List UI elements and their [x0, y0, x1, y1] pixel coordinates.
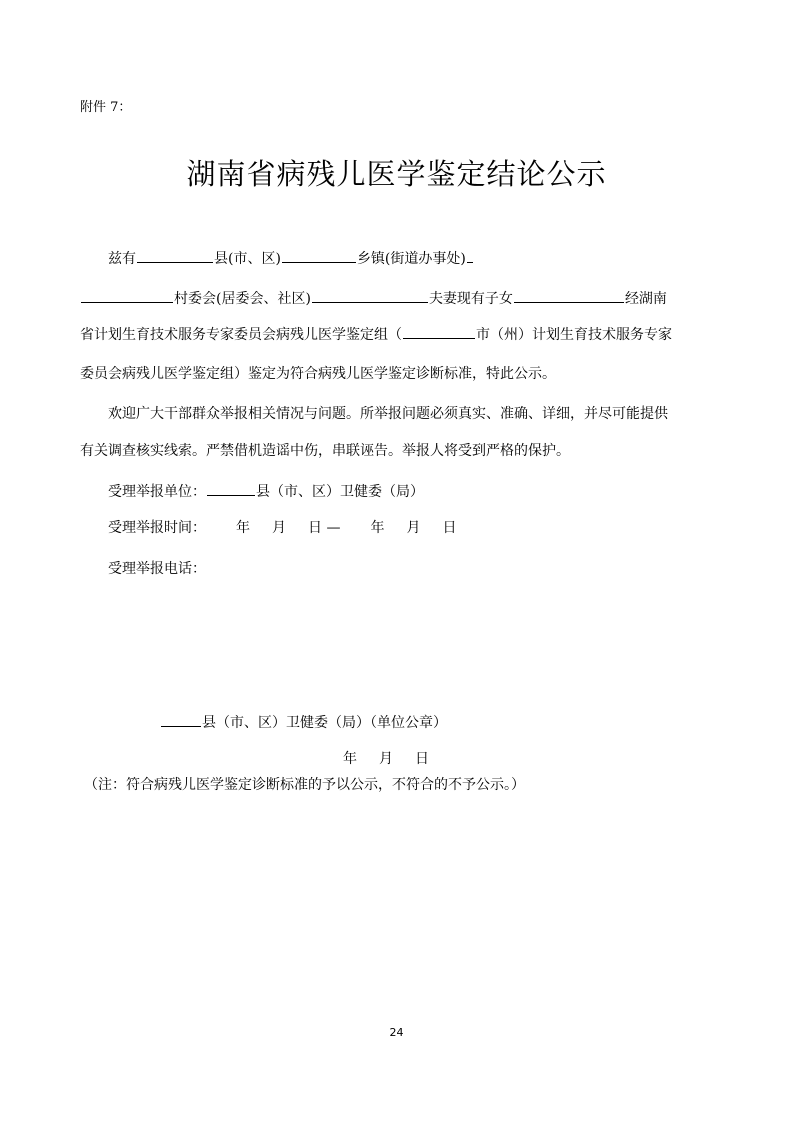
body-line-4: 委员会病残儿医学鉴定组）鉴定为符合病残儿医学鉴定诊断标准，特此公示。 — [80, 366, 556, 382]
body-line-1 — [108, 248, 474, 269]
body-line-3 — [80, 324, 672, 345]
start-year-label: 年 — [236, 520, 250, 536]
attachment-label: 附件 7： — [80, 100, 132, 115]
seal-year-label: 年 — [343, 751, 357, 767]
start-month-label: 月 — [272, 520, 286, 536]
text-city-committee: 市（州）计划生育技术服务专家 — [476, 327, 672, 343]
end-month-label: 月 — [406, 520, 421, 536]
text-county-label: 县(市、区) — [214, 251, 281, 267]
blank-children[interactable] — [514, 288, 624, 303]
blank-report-unit[interactable] — [207, 481, 255, 496]
text-township-label: 乡镇(街道办事处) — [356, 251, 466, 267]
report-paragraph-line-2: 有关调查核实线索。严禁借机造谣中伤，串联诬告。举报人将受到严格的保护。 — [80, 443, 570, 459]
seal-month-label: 月 — [379, 751, 393, 767]
report-time-label: 受理举报时间： — [108, 520, 206, 536]
seal-day-label: 日 — [415, 751, 429, 767]
report-time-row — [108, 518, 456, 538]
blank-township[interactable] — [282, 248, 356, 263]
report-phone-row — [108, 559, 206, 579]
page-number: 24 — [389, 1026, 404, 1039]
text-provincial-committee: 省计划生育技术服务专家委员会病残儿医学鉴定组（ — [80, 327, 402, 343]
seal-date-row — [343, 749, 429, 769]
blank-village[interactable] — [81, 288, 173, 303]
seal-text: 县（市、区）卫健委（局）（单位公章） — [202, 715, 447, 731]
blank-city[interactable] — [403, 324, 475, 339]
report-unit-suffix: 县（市、区）卫健委（局） — [256, 484, 424, 500]
blank-seal-county[interactable] — [161, 712, 201, 727]
report-phone-label: 受理举报电话： — [108, 561, 206, 577]
end-day-label: 日 — [442, 520, 457, 536]
blank-couple[interactable] — [312, 288, 428, 303]
text-zi-you: 兹有 — [108, 251, 136, 267]
body-line-2 — [80, 288, 667, 309]
blank-county[interactable] — [137, 248, 213, 263]
seal-row — [160, 712, 447, 733]
blank-trailing[interactable] — [467, 248, 473, 263]
end-year-label: 年 — [370, 520, 385, 536]
text-via-hunan: 经湖南 — [624, 291, 667, 307]
date-range-dash: — — [326, 520, 341, 536]
report-unit-row — [108, 481, 424, 502]
report-unit-label: 受理举报单位： — [108, 484, 206, 500]
text-village-label: 村委会(居委会、社区) — [174, 291, 311, 307]
footnote: （注：符合病残儿医学鉴定诊断标准的予以公示，不符合的不予公示。） — [84, 777, 525, 793]
text-couple-label: 夫妻现有子女 — [428, 291, 513, 307]
page-title: 湖南省病残儿医学鉴定结论公示 — [186, 157, 607, 191]
report-paragraph-line-1: 欢迎广大干部群众举报相关情况与问题。所举报问题必须真实、准确、详细，并尽可能提供 — [108, 406, 668, 422]
start-day-label: 日 — [308, 520, 322, 536]
